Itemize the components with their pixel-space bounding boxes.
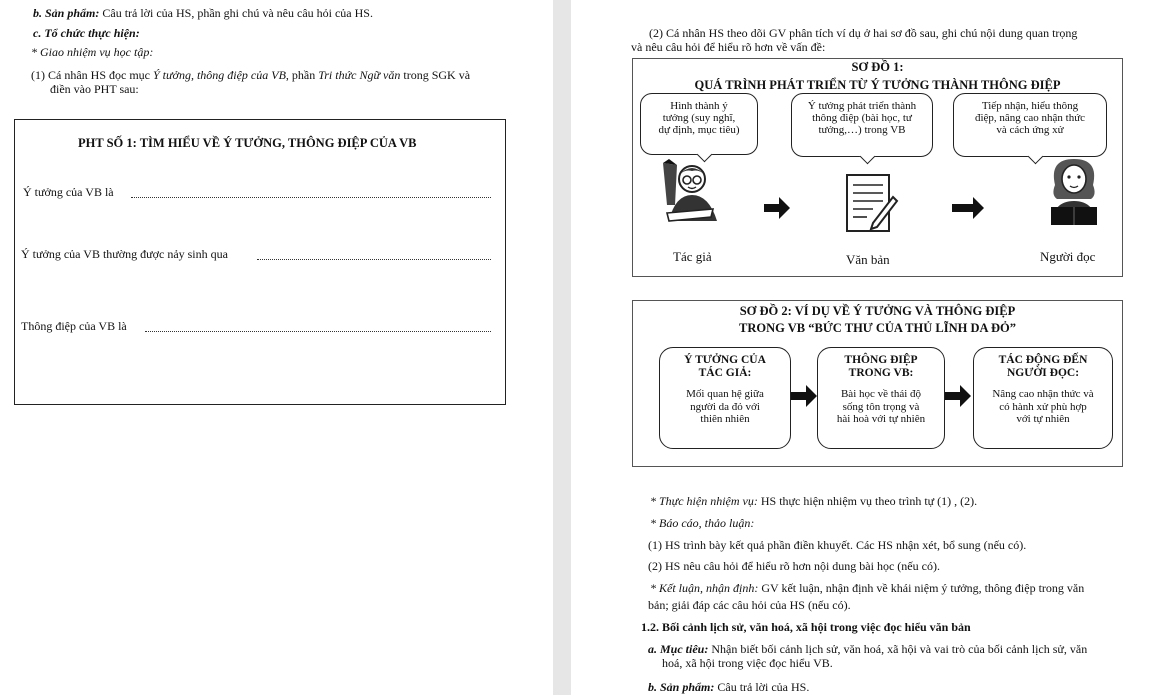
box-reader-impact [973, 347, 1113, 449]
box3-text-line2: có hành xử phù hợp [999, 400, 1087, 413]
caption-text: Văn bản [846, 252, 890, 267]
caption-author: Tác giả [673, 249, 712, 264]
perform-task-label: * Thực hiện nhiệm vụ: [650, 494, 758, 508]
box3-head-line1: TÁC ĐỘNG ĐẾN [998, 354, 1088, 366]
bubble3-line2: điệp, nâng cao nhận thức [974, 112, 1086, 124]
bubble2-line1: Ý tưởng phát triển thành [807, 100, 917, 112]
bubble1-line1: Hình thành ý [670, 100, 728, 112]
worksheet-box [14, 119, 506, 405]
reader-icon [1041, 155, 1107, 231]
bubble-text-message [791, 93, 933, 157]
left-page [0, 0, 553, 695]
bubble1-line2: tưởng (suy nghĩ, [662, 112, 736, 124]
bubble2-line2: thông điệp (bài học, tư [812, 112, 912, 124]
task2-line1: (2) Cá nhân HS theo dõi GV phân tích ví dụ ở hai sơ đồ sau, ghi chú nội dung quan trọng [649, 26, 1078, 40]
box1-text-line2: người da đỏ với [690, 400, 760, 413]
task1-part-b: , phần [285, 68, 319, 82]
task1-italic-1: Ý tưởng, thông điệp của VB [152, 68, 286, 82]
box3-text-line3: với tự nhiên [1016, 413, 1070, 425]
document-icon [843, 171, 899, 235]
box3-head-line2: NGƯỜI ĐỌC: [1006, 367, 1080, 379]
author-writing-icon [647, 159, 727, 235]
conclusion-line [650, 581, 1084, 595]
objective-line2: hoá, xã hội trong việc đọc hiểu VB. [662, 656, 833, 670]
task1-line2: điền vào PHT sau: [50, 82, 139, 96]
right-page [571, 0, 1157, 695]
conclusion-text: GV kết luận, nhận định về khái niệm ý tưởng, thông điệp trong văn [758, 581, 1085, 595]
box3-text-line1: Nâng cao nhận thức và [992, 388, 1094, 400]
fill-in-blank-1[interactable] [131, 197, 491, 198]
task1-line [31, 68, 470, 82]
conclusion-line2: bản; giải đáp các câu hỏi của HS (nếu có). [648, 598, 851, 612]
box1-head-line1: Ý TƯỞNG CỦA [684, 354, 766, 366]
task1-part-a: (1) Cá nhân HS đọc mục [31, 68, 153, 82]
bubble1-line3: dự định, mục tiêu) [658, 124, 740, 136]
bubble-author-idea [640, 93, 758, 155]
report-item-2: (2) HS nêu câu hỏi để hiểu rõ hơn nội dung bài học (nếu có). [648, 559, 940, 573]
product-text-2: Câu trả lời của HS. [714, 680, 810, 694]
section-heading: 1.2. Bối cảnh lịch sử, văn hoá, xã hội trong việc đọc hiểu văn bản [641, 620, 971, 634]
bubble2-line3: tưởng,…) trong VB [818, 124, 906, 136]
box2-text-line1: Bài học về thái độ [840, 388, 922, 400]
perform-task-text: HS thực hiện nhiệm vụ theo trình tự (1) , (2). [757, 494, 978, 508]
box2-text-line3: hài hoà với tự nhiên [836, 413, 926, 425]
box-author-idea [659, 347, 791, 449]
bubble3-line3: và cách ứng xử [996, 124, 1064, 136]
bubble3-line1: Tiếp nhận, hiểu thông [981, 100, 1079, 112]
fill-in-blank-2[interactable] [257, 259, 491, 260]
arrow-right-icon-3 [790, 383, 818, 409]
fill-in-blank-3[interactable] [145, 331, 491, 332]
box1-text-line1: Mối quan hệ giữa [686, 388, 764, 400]
arrow-right-icon-2 [951, 195, 985, 221]
report-item-1: (1) HS trình bày kết quả phần điền khuyết. Các HS nhận xét, bổ sung (nếu có). [648, 538, 1027, 552]
worksheet-title: PHT SỐ 1: TÌM HIỂU VỀ Ý TƯỞNG, THÔNG ĐIỆP CỦA VB [78, 136, 417, 150]
worksheet-row-idea: Ý tưởng của VB là [23, 185, 114, 199]
arrow-right-icon-1 [763, 195, 791, 221]
box1-text-line3: thiên nhiên [700, 413, 750, 425]
objective-label: a. Mục tiêu: [648, 642, 709, 656]
bubble-reader-reception [953, 93, 1107, 157]
task2-line2: và nêu câu hỏi để hiểu rõ hơn về vấn đề: [631, 40, 826, 54]
objective-text: Nhận biết bối cảnh lịch sử, văn hoá, xã hội và vai trò của bối cảnh lịch sử, văn [708, 642, 1088, 656]
organize-label: c. Tổ chức thực hiện: [33, 26, 140, 40]
product-label: b. Sản phẩm: [33, 6, 100, 20]
task1-part-c: trong SGK và [400, 68, 471, 82]
report-discuss-label: * Báo cáo, thảo luận: [650, 516, 755, 530]
diagram2-title2: TRONG VB “BỨC THƯ CỦA THỦ LĨNH DA ĐỎ” [739, 321, 1016, 335]
box2-head-line2: TRONG VB: [848, 367, 914, 379]
product-line [33, 6, 373, 20]
worksheet-row-message: Thông điệp của VB là [21, 319, 127, 333]
diagram1-title1: SƠ ĐỒ 1: [851, 60, 904, 74]
assign-task-label: * Giao nhiệm vụ học tập: [31, 45, 154, 59]
diagram1-frame [632, 58, 1123, 277]
task1-italic-2: Tri thức Ngữ văn [318, 68, 401, 82]
box1-head-line2: TÁC GIẢ: [698, 367, 752, 379]
box2-head-line1: THÔNG ĐIỆP [844, 354, 918, 366]
diagram2-frame [632, 300, 1123, 467]
perform-task-line [650, 494, 977, 508]
box-text-message [817, 347, 945, 449]
diagram2-title1: SƠ ĐỒ 2: VÍ DỤ VỀ Ý TƯỞNG VÀ THÔNG ĐIỆP [739, 304, 1016, 318]
objective-line [648, 642, 1087, 656]
arrow-right-icon-4 [944, 383, 972, 409]
diagram1-title2: QUÁ TRÌNH PHÁT TRIỂN TỪ Ý TƯỞNG THÀNH THÔNG ĐIỆP [694, 78, 1061, 92]
caption-reader: Người đọc [1040, 249, 1096, 264]
product-label-2: b. Sản phẩm: [648, 680, 715, 694]
conclusion-label: * Kết luận, nhận định: [650, 581, 759, 595]
box2-text-line2: sống tôn trọng và [842, 400, 920, 413]
product-text: Câu trả lời của HS, phần ghi chú và nêu câu hỏi của HS. [102, 6, 373, 20]
worksheet-row-origin: Ý tưởng của VB thường được nảy sinh qua [21, 247, 228, 261]
product-line-2 [648, 680, 809, 694]
